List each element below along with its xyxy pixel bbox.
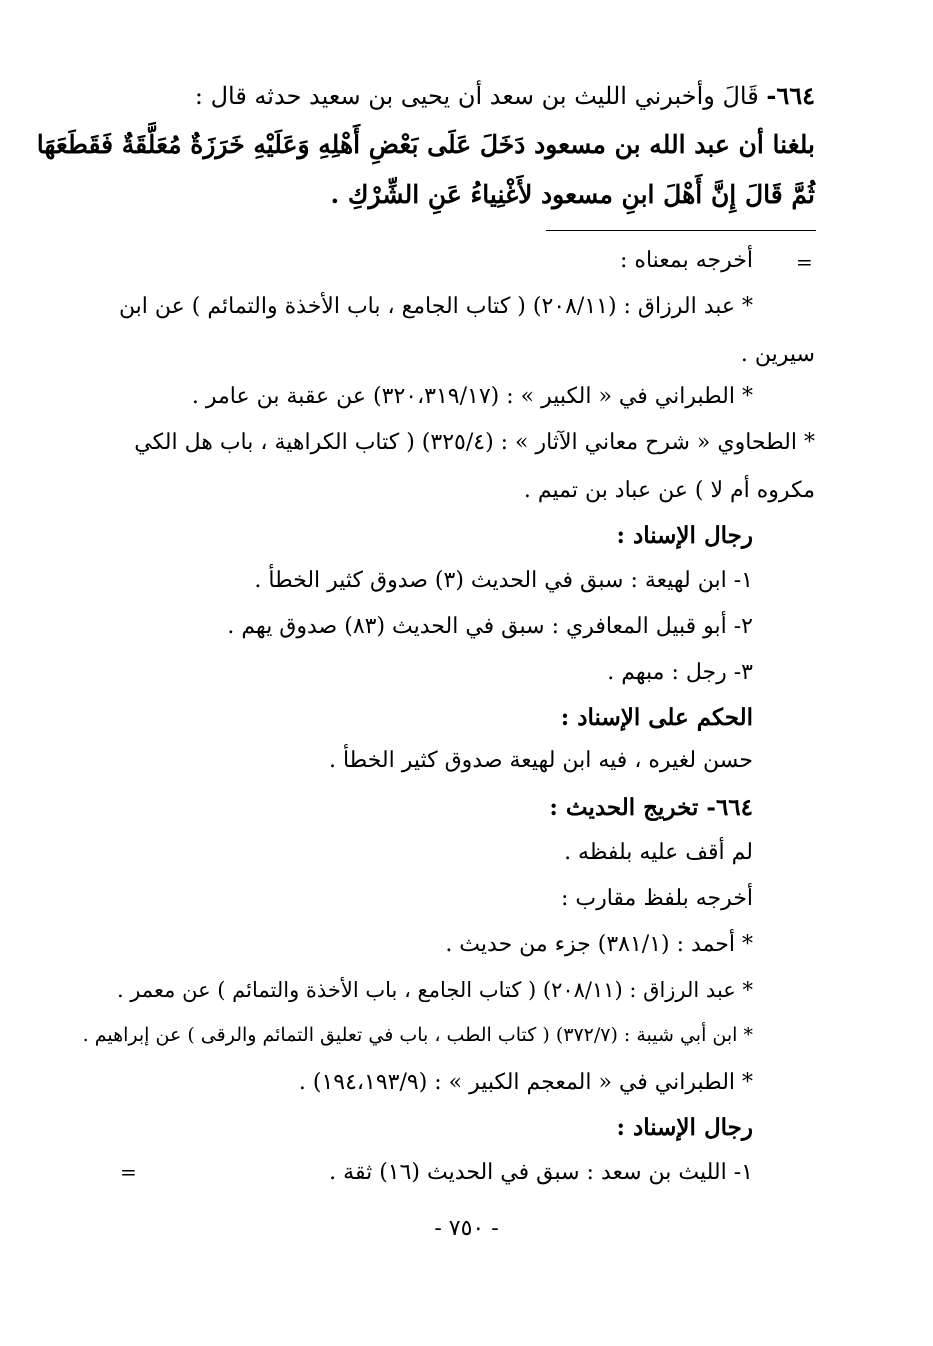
page-number: - ٧٥٠ - xyxy=(434,1216,499,1241)
footnote-separator xyxy=(546,230,816,231)
hadith-line-2: بلغنا أن عبد الله بن مسعود دَخَلَ عَلَى بَعْضِ أَهْلِهِ وَعَلَيْهِ خَرَزَةٌ مُعَلَّقَةٌ فَقَطَعَهَا xyxy=(36,130,815,159)
footnote-intro: أخرجه بمعناه : xyxy=(620,248,753,273)
footnote-line: سيرين . xyxy=(740,342,815,367)
hadith-line-1 xyxy=(195,82,815,111)
hukm-text: حسن لغيره ، فيه ابن لهيعة صدوق كثير الخطأ . xyxy=(328,748,753,773)
section-heading-rijal: رجال الإسناد : xyxy=(616,1114,753,1141)
takhrij-heading: تخريج الحديث : xyxy=(549,794,699,821)
takhrij-line: لم أقف عليه بلفظه . xyxy=(564,840,753,865)
section-heading-takhrij xyxy=(549,794,753,822)
narrator-item: ١- الليث بن سعد : سبق في الحديث (١٦) ثقة . xyxy=(329,1160,753,1185)
narrator-item: ١- ابن لهيعة : سبق في الحديث (٣) صدوق كثير الخطأ . xyxy=(254,568,753,593)
takhrij-line: * الطبراني في « المعجم الكبير » : (١٩٤،١٩٣/٩) . xyxy=(298,1070,753,1095)
footnote-line: * عبد الرزاق : (٢٠٨/١١) ( كتاب الجامع ، باب الأخذة والتمائم ) عن ابن xyxy=(118,294,753,319)
section-heading-hukm: الحكم على الإسناد : xyxy=(560,704,753,731)
takhrij-line: * عبد الرزاق : (٢٠٨/١١) ( كتاب الجامع ، باب الأخذة والتمائم ) عن معمر . xyxy=(116,978,753,1002)
footnote-line: * الطحاوي « شرح معاني الآثار » : (٣٢٥/٤) ( كتاب الكراهية ، باب هل الكي xyxy=(134,430,815,455)
section-heading-rijal: رجال الإسناد : xyxy=(616,522,753,549)
hadith-line-3: ثُمَّ قَالَ إِنَّ أَهْلَ ابنِ مسعود لأَغْنِياءُ عَنِ الشِّرْكِ . xyxy=(330,180,815,209)
takhrij-line: * ابن أبي شيبة : (٣٧٢/٧) ( كتاب الطب ، باب في تعليق التمائم والرقى ) عن إبراهيم . xyxy=(82,1024,753,1046)
footnote-continuation-mark: = xyxy=(796,250,813,274)
hadith-intro: قَالَ وأخبرني الليث بن سعد أن يحيى بن سعيد حدثه قال : xyxy=(194,82,759,110)
takhrij-line: أخرجه بلفظ مقارب : xyxy=(560,886,753,911)
hadith-number: ٦٦٤- xyxy=(766,81,815,110)
takhrij-number: ٦٦٤- xyxy=(706,794,753,821)
narrator-item: ٣- رجل : مبهم . xyxy=(607,660,753,685)
takhrij-line: * أحمد : (٣٨١/١) جزء من حديث . xyxy=(445,932,753,957)
continuation-mark: = xyxy=(120,1160,137,1184)
footnote-line: * الطبراني في « الكبير » : (٣٢٠،٣١٩/١٧) عن عقبة بن عامر . xyxy=(191,384,753,409)
footnote-line: مكروه أم لا ) عن عباد بن تميم . xyxy=(523,478,815,503)
narrator-item: ٢- أبو قبيل المعافري : سبق في الحديث (٨٣) صدوق يهم . xyxy=(227,614,753,639)
